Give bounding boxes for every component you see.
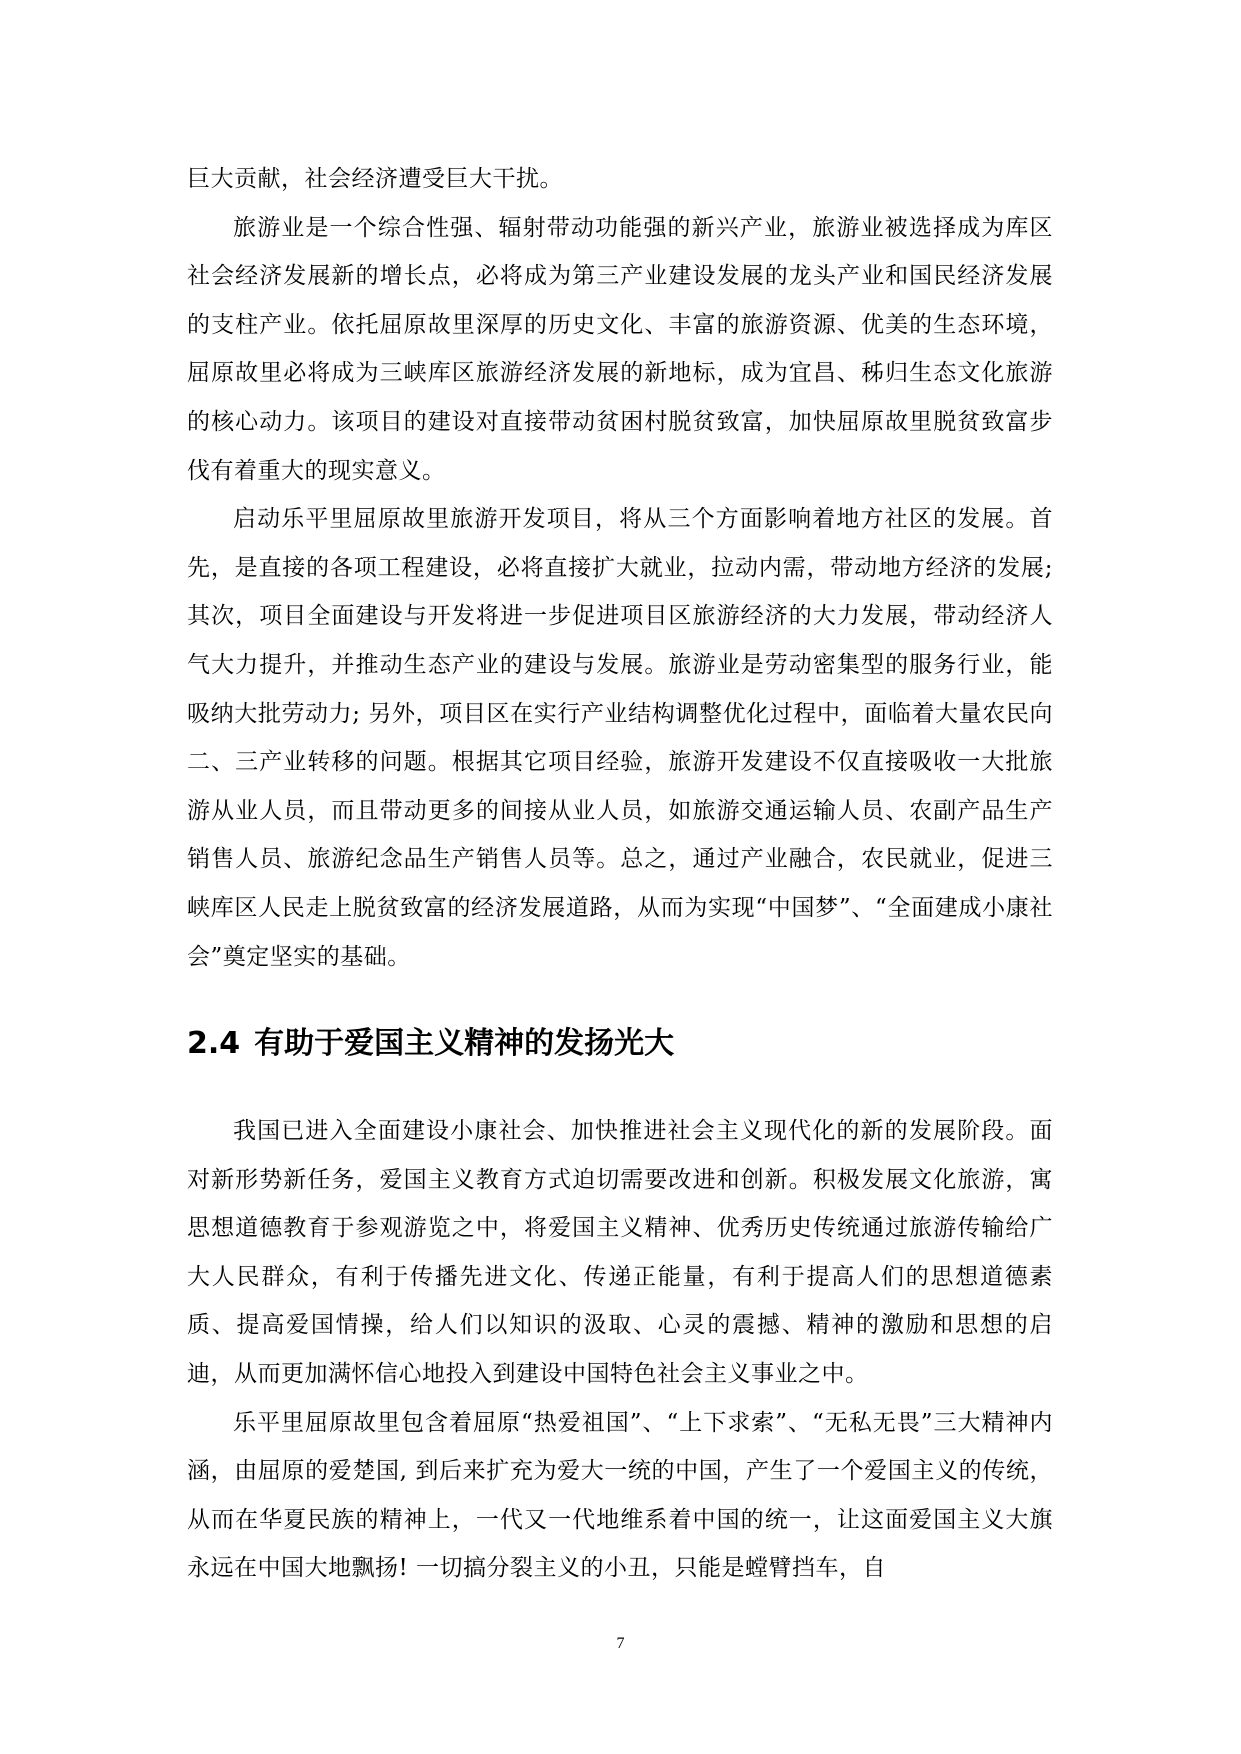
section-title: 有助于爱国主义精神的发扬光大 [254,1026,675,1061]
section-number: 2.4 [187,1026,241,1061]
paragraph-project-impact: 启动乐平里屈原故里旅游开发项目，将从三个方面影响着地方社区的发展。首先，是直接的各项工程建设，必将直接扩大就业，拉动内需，带动地方经济的发展; 其次，项目全面建设与开发将进一步促进项目区旅游经济的大力发展，带动经济人气大力提升，并推动生态产业的建设与发展。旅游业是劳动密集型的服务行业，能吸纳大批劳动力; 另外，项目区在实行产业结构调整优化过程中，面临着大量农民向二、三产业转移的问题。根据其它项目经验，旅游开发建设不仅直接吸收一大批旅游从业人员，而且带动更多的间接从业人员，如旅游交通运输人员、农副产品生产销售人员、旅游纪念品生产销售人员等。总之，通过产业融合，农民就业，促进三峡库区人民走上脱贫致富的经济发展道路，从而为实现“中国梦”、“全面建成小康社会”奠定坚实的基础。 [187,506,1053,970]
page-number: 7 [616,1635,625,1652]
paragraph-continuation: 巨大贡献，社会经济遭受巨大干扰。 [187,166,563,192]
paragraph-qu-yuan-spirit: 乐平里屈原故里包含着屈原“热爱祖国”、“上下求索”、“无私无畏”三大精神内涵，由屈原的爱楚国, 到后来扩充为爱大一统的中国，产生了一个爱国主义的传统，从而在华夏民族的精神上，一代又一代地维系着中国的统一，让这面爱国主义大旗永远在中国大地飘扬! 一切搞分裂主义的小丑，只能是螳臂挡车，自 [187,1409,1053,1582]
text-block-before-section [187,155,1053,981]
paragraph-patriotic-education: 我国已进入全面建设小康社会、加快推进社会主义现代化的新的发展阶段。面对新形势新任务，爱国主义教育方式迫切需要改进和创新。积极发展文化旅游，寓思想道德教育于参观游览之中，将爱国主义精神、优秀历史传统通过旅游传输给广大人民群众，有利于传播先进文化、传递正能量，有利于提高人们的思想道德素质、提高爱国情操，给人们以知识的汲取、心灵的震撼、精神的激励和思想的启迪，从而更加满怀信心地投入到建设中国特色社会主义事业之中。 [187,1118,1053,1387]
section-heading [187,1020,1053,1068]
paragraph-tourism-industry: 旅游业是一个综合性强、辐射带动功能强的新兴产业，旅游业被选择成为库区社会经济发展新的增长点，必将成为第三产业建设发展的龙头产业和国民经济发展的支柱产业。依托屈原故里深厚的历史文化、丰富的旅游资源、优美的生态环境，屈原故里必将成为三峡库区旅游经济发展的新地标，成为宜昌、秭归生态文化旅游的核心动力。该项目的建设对直接带动贫困村脱贫致富，加快屈原故里脱贫致富步伐有着重大的现实意义。 [187,214,1053,484]
text-block-after-section [187,1107,1053,1593]
